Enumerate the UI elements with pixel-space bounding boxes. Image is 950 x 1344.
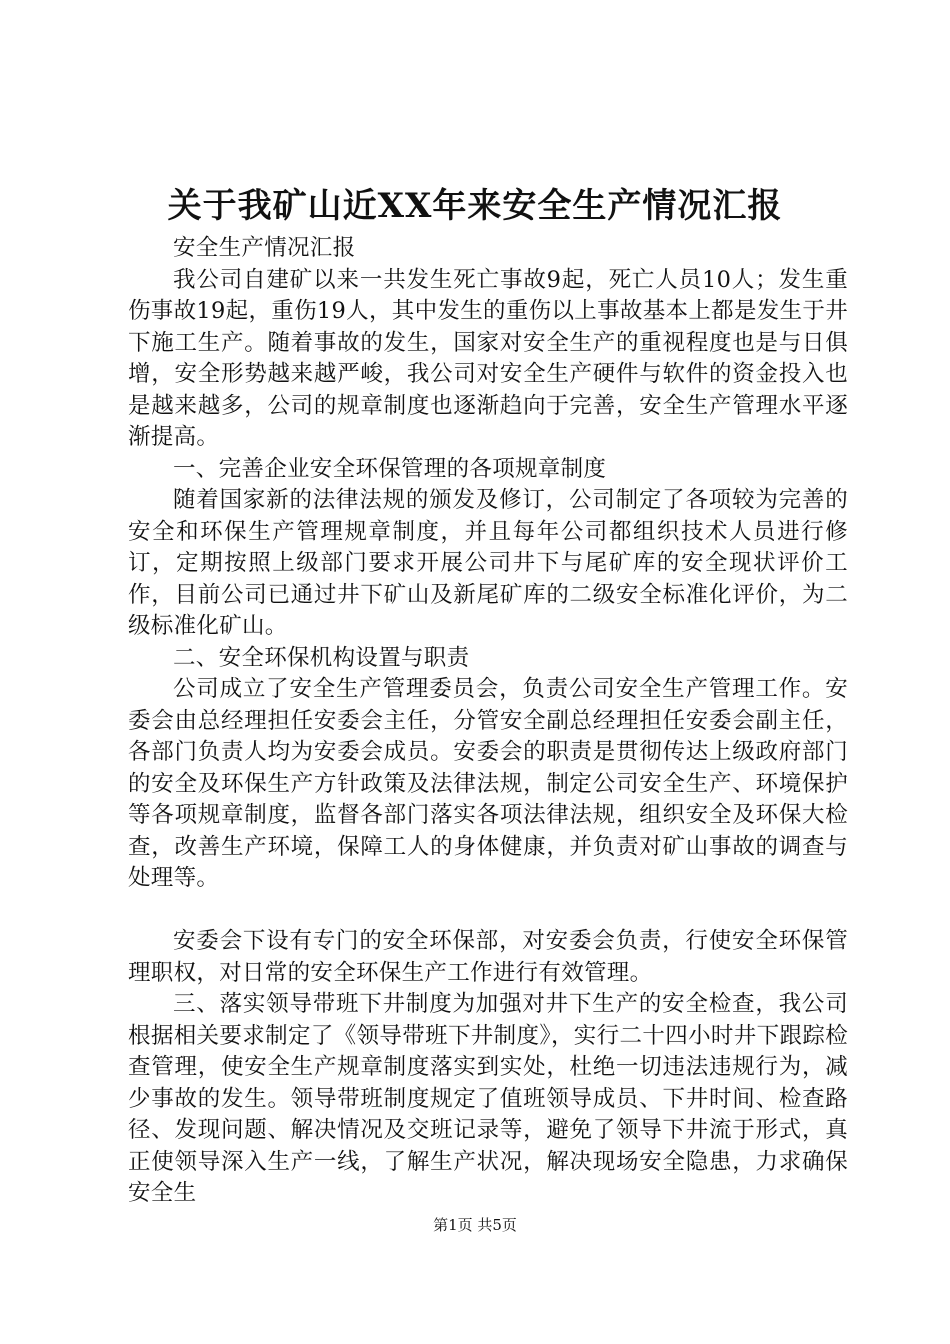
paragraph-regulations: 随着国家新的法律法规的颁发及修订，公司制定了各项较为完善的安全和环保生产管理规章制度，并且每年公司都组织技术人员进行修订，定期按照上级部门要求开展公司井下与尾矿库的安全现状评价工作，目前公司已通过井下矿山及新尾矿库的二级安全标准化评价，为二级标准化矿山。 (128, 487, 848, 639)
document-body (128, 233, 848, 1210)
page-footer: 第1页 共5页 (433, 1216, 517, 1234)
paragraph-subtitle: 安全生产情况汇报 (173, 235, 356, 261)
document-title: 关于我矿山近XX年来安全生产情况汇报 (167, 186, 783, 226)
section-heading-1: 一、完善企业安全环保管理的各项规章制度 (173, 455, 607, 482)
section-heading-2: 二、安全环保机构设置与职责 (173, 644, 470, 671)
paragraph-accident-summary: 我公司自建矿以来一共发生死亡事故9起，死亡人员10人；发生重伤事故19起，重伤19人，其中发生的重伤以上事故基本上都是发生于井下施工生产。随着事故的发生，国家对安全生产的重视程度也是与日俱增，安全形势越来越严峻，我公司对安全生产硬件与软件的资金投入也是越来越多，公司的规章制度也逐渐趋向于完善，安全生产管理水平逐渐提高。 (128, 266, 848, 450)
paragraph-committee: 公司成立了安全生产管理委员会，负责公司安全生产管理工作。安委会由总经理担任安委会主任，分管安全副总经理担任安委会副主任，各部门负责人均为安委会成员。安委会的职责是贯彻传达上级政府部门的安全及环保生产方针政策及法律法规，制定公司安全生产、环境保护等各项规章制度，监督各部门落实各项法律法规，组织安全及环保大检查，改善生产环境，保障工人的身体健康，并负责对矿山事故的调查与处理等。 (128, 676, 848, 891)
paragraph-safety-department: 安委会下设有专门的安全环保部，对安委会负责，行使安全环保管理职权，对日常的安全环保生产工作进行有效管理。 (128, 928, 848, 986)
paragraph-leader-duty: 三、落实领导带班下井制度为加强对井下生产的安全检查，我公司根据相关要求制定了《领导带班下井制度》，实行二十四小时井下跟踪检查管理，使安全生产规章制度落实到实处，杜绝一切违法违规行为，减少事故的发生。领导带班制度规定了值班领导成员、下井时间、检查路径、发现问题、解决情况及交班记录等，避免了领导下井流于形式，真正使领导深入生产一线，了解生产状况，解决现场安全隐患，力求确保安全生 (128, 991, 848, 1206)
